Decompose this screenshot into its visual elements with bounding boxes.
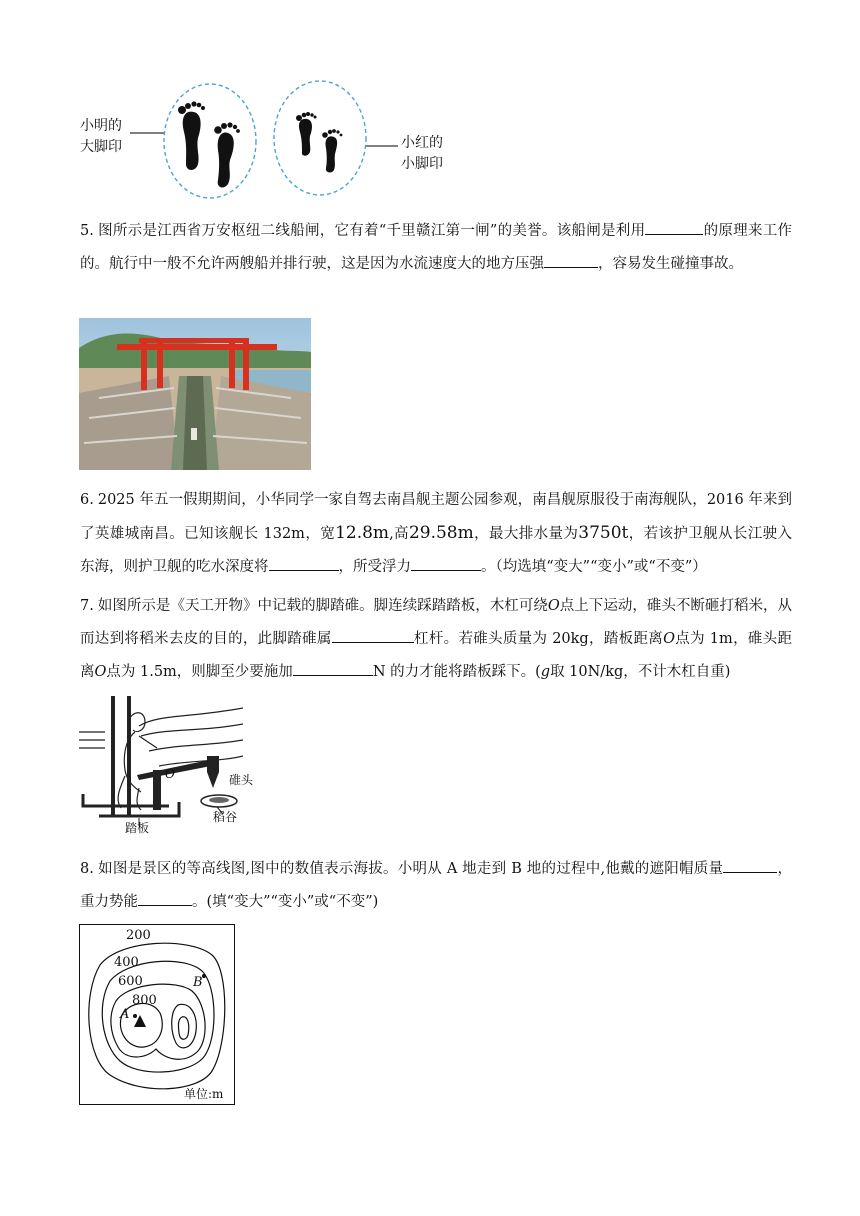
ship-lock-photo xyxy=(79,318,311,470)
left-label-line1: 小明的 xyxy=(80,118,122,134)
q7-blank-2[interactable] xyxy=(293,661,373,676)
q6-displacement-value: 3750t xyxy=(578,523,629,543)
q5-number: 5. xyxy=(80,223,94,239)
q8-blank-2[interactable] xyxy=(138,891,192,906)
q6-sep: ,高 xyxy=(389,526,409,542)
figure-label-o: O xyxy=(165,767,175,781)
point-a-label: A xyxy=(120,1007,130,1022)
small-footprint-circle xyxy=(274,81,366,195)
q7-g-symbol: g xyxy=(540,664,551,680)
point-b-label: B xyxy=(193,975,203,990)
figure-label-grain: 稻谷 xyxy=(213,810,238,824)
q7-text-d: 点为 1m，碓头距离 xyxy=(80,631,792,680)
q7-text-g: 取 10N/kg，不计木杠自重) xyxy=(550,664,731,680)
q5-blank-2[interactable] xyxy=(544,253,598,268)
big-footprint-icon xyxy=(178,101,240,187)
question-6 xyxy=(80,484,792,584)
q7-point-o: O xyxy=(547,598,560,614)
contour-map xyxy=(79,924,235,1105)
q5-blank-1[interactable] xyxy=(645,220,703,235)
q7-number: 7. xyxy=(80,598,94,614)
q6-blank-2[interactable] xyxy=(411,556,481,571)
q7-point-o-2: O xyxy=(663,631,675,647)
q5-text-b: 的原理来工作的。航行中一般不允许两艘船并排行驶，这是因为水流速度大的地方压强 xyxy=(80,223,793,272)
q6-height-value: 29.58m xyxy=(408,523,474,543)
q7-blank-1[interactable] xyxy=(332,628,414,643)
q6-blank-1[interactable] xyxy=(269,556,339,571)
q6-text-a: 2025 年五一假期期间，小华同学一家自驾去南昌舰主题公园参观，南昌舰原服役于南海舰队，2016 年来到了英雄城南昌。已知该舰长 132m，宽 xyxy=(80,492,792,542)
q7-text-e: 点为 1.5m，则脚至少要施加 xyxy=(106,664,293,680)
q7-text-c: 杠杆。若碓头质量为 20kg，踏板距离 xyxy=(413,631,664,647)
figure-label-head: 碓头 xyxy=(229,773,254,787)
q6-text-b: ，最大排水量为 xyxy=(473,526,579,542)
treadle-pestle-figure xyxy=(79,696,254,836)
small-footprint-icon xyxy=(296,112,342,172)
contour-label-800: 800 xyxy=(132,993,157,1008)
q6-width-value: 12.8m xyxy=(335,523,390,543)
q5-text-c: ，容易发生碰撞事故。 xyxy=(598,256,743,272)
q8-text-a: 如图是景区的等高线图,图中的数值表示海拔。小明从 A 地走到 B 地的过程中,他戴的遮阳帽质量 xyxy=(97,861,724,877)
q6-text-e: 。（均选填“变大”“变小”或“不变”） xyxy=(481,559,707,575)
q5-text-a: 图所示是江西省万安枢纽二线船闸，它有着“千里赣江第一闸”的美誉。该船闸是利用 xyxy=(97,223,646,239)
contour-label-200: 200 xyxy=(126,928,151,943)
q6-text-c: ，若该护卫舰从长江驶入东海，则护卫舰的吃水深度将 xyxy=(80,526,793,575)
q6-text-d: ，所受浮力 xyxy=(338,559,411,575)
q7-text-f: N 的力才能将踏板踩下。( xyxy=(372,664,541,680)
left-label-line2: 大脚印 xyxy=(80,139,122,155)
big-footprint-circle xyxy=(164,84,256,198)
map-unit-label: 单位:m xyxy=(184,1087,224,1101)
question-7 xyxy=(80,590,792,689)
q8-blank-1[interactable] xyxy=(723,858,777,873)
footprint-drawing xyxy=(120,80,410,200)
question-5 xyxy=(80,215,792,281)
q6-number: 6. xyxy=(80,492,94,508)
figure-label-pedal: 踏板 xyxy=(125,821,150,835)
q8-text-b: ，重力势能 xyxy=(80,861,793,910)
question-8 xyxy=(80,853,792,919)
q8-text-c: 。(填“变大”“变小”或“不变”) xyxy=(192,894,379,910)
contour-label-600: 600 xyxy=(118,974,143,989)
q8-number: 8. xyxy=(80,861,94,877)
q7-text-b: 点上下运动，碓头不断砸打稻米，从而达到将稻米去皮的目的，此脚踏碓属 xyxy=(80,598,793,647)
contour-label-400: 400 xyxy=(114,955,139,970)
q7-text-a: 如图所示是《天工开物》中记载的脚踏碓。脚连续踩踏踏板，木杠可绕 xyxy=(97,598,548,614)
point-a-marker xyxy=(133,1014,137,1018)
right-label-line2: 小脚印 xyxy=(401,156,443,172)
q7-point-o-3: O xyxy=(94,664,107,680)
contour-lines xyxy=(80,925,233,1103)
right-label-line1: 小红的 xyxy=(401,135,443,151)
